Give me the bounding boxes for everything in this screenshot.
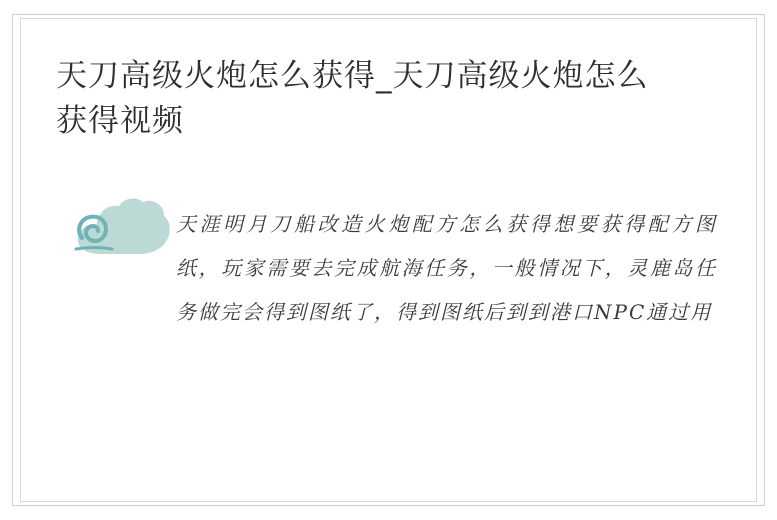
page-title: 天刀高级火炮怎么获得_天刀高级火炮怎么获得视频	[56, 58, 649, 139]
article-paragraph: 天涯明月刀船改造火炮配方怎么获得想要获得配方图纸，玩家需要去完成航海任务，一般情况下，灵鹿岛任务做完会得到图纸了，得到图纸后到到港口NPC通过用	[176, 212, 717, 324]
illustration-container	[56, 182, 176, 263]
document-content	[56, 52, 721, 480]
article-body	[56, 182, 721, 354]
cloud-swirl-icon	[70, 192, 176, 263]
